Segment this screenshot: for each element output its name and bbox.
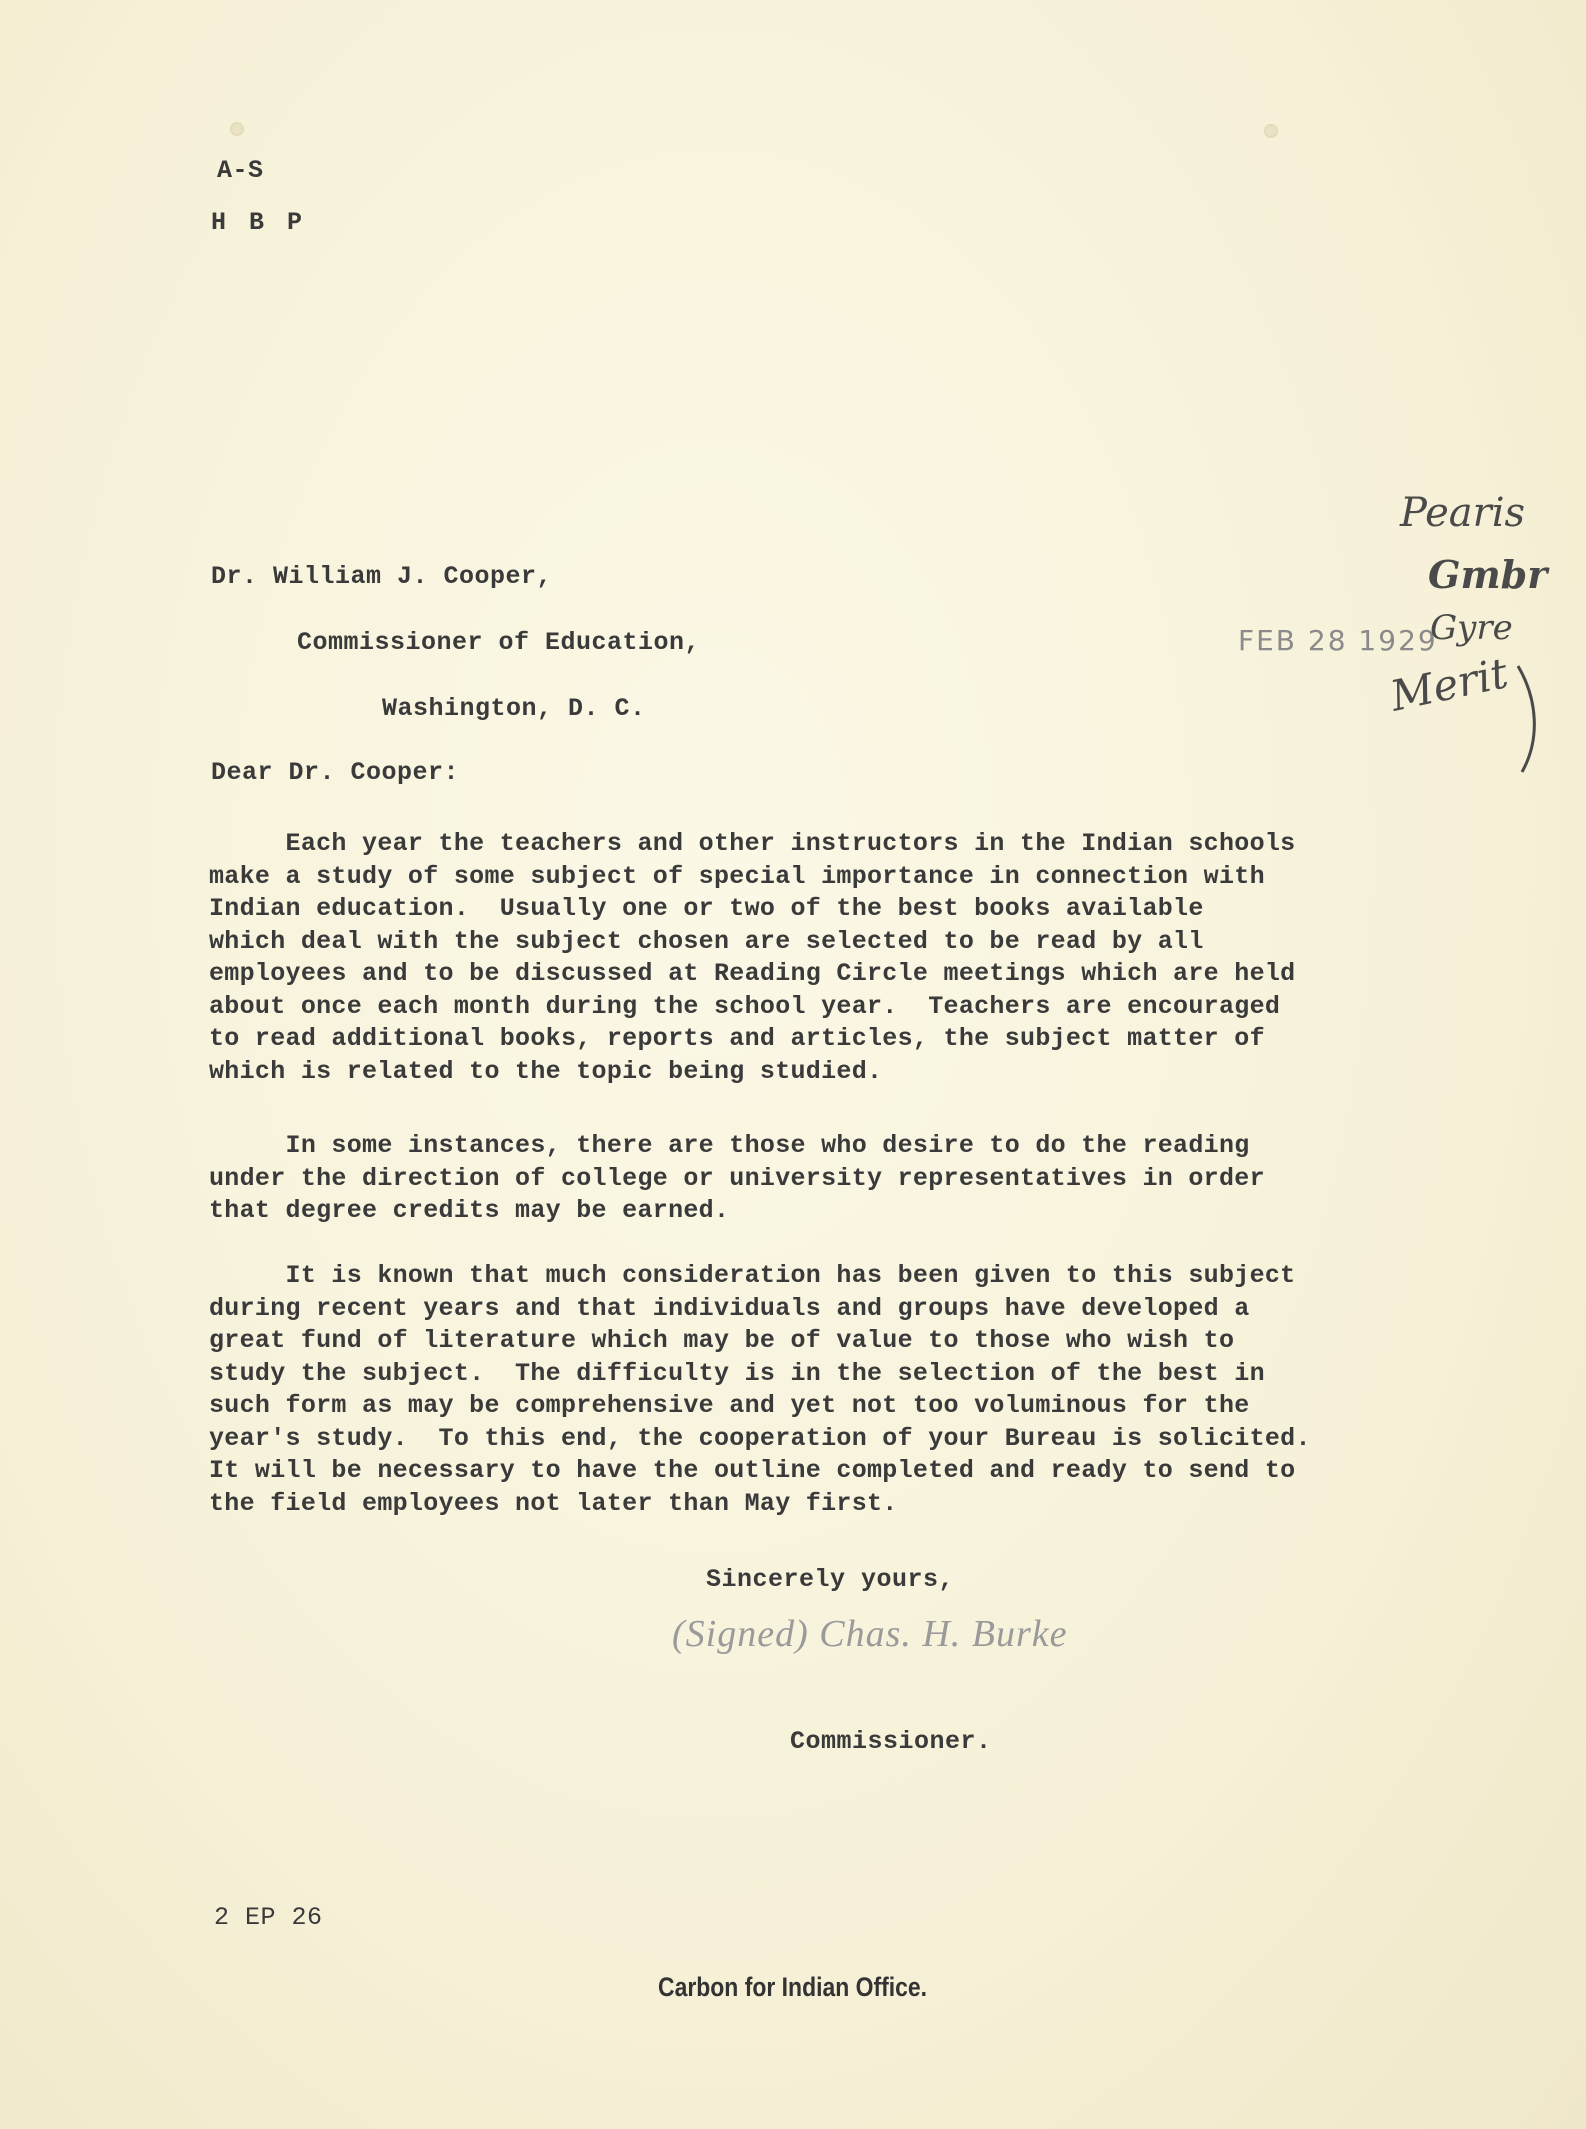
text-line: make a study of some subject of special importance in connection with bbox=[209, 861, 1265, 891]
text-line: about once each month during the school year. Teachers are encouraged bbox=[209, 991, 1281, 1021]
header-code: A-S bbox=[217, 156, 264, 185]
footer-carbon-stamp: Carbon for Indian Office. bbox=[658, 1972, 928, 2002]
text-line: It will be necessary to have the outline completed and ready to send to bbox=[209, 1456, 1296, 1485]
text-line: the field employees not later than May first. bbox=[209, 1488, 898, 1518]
text-line: during recent years and that individuals and groups have developed a bbox=[209, 1293, 1250, 1323]
text-line: that degree credits may be earned. bbox=[209, 1196, 730, 1225]
handwritten-note: Gmbr bbox=[1428, 552, 1548, 597]
signature-stamp: (Signed) Chas. H. Burke bbox=[672, 1613, 1068, 1655]
reference-code: 2 EP 26 bbox=[214, 1903, 323, 1932]
address-title: Commissioner of Education, bbox=[297, 628, 701, 657]
text-line: It is known that much consideration has been given to this subject bbox=[209, 1261, 1296, 1290]
text-line: which is related to the topic being studied. bbox=[209, 1056, 883, 1086]
address-city: Washington, D. C. bbox=[382, 694, 646, 723]
address-name: Dr. William J. Cooper, bbox=[211, 562, 553, 591]
body-paragraph-1 bbox=[209, 828, 1459, 1088]
handwritten-note: Merit bbox=[1386, 648, 1513, 721]
text-line: Each year the teachers and other instructors in the Indian schools bbox=[209, 829, 1296, 858]
text-line: study the subject. The difficulty is in the selection of the best in bbox=[209, 1358, 1265, 1388]
body-paragraph-3 bbox=[209, 1260, 1459, 1520]
salutation: Dear Dr. Cooper: bbox=[211, 758, 460, 787]
punch-hole-left bbox=[230, 122, 244, 136]
text-line: which deal with the subject chosen are selected to be read by all bbox=[209, 926, 1204, 956]
text-line: to read additional books, reports and articles, the subject matter of bbox=[209, 1024, 1265, 1053]
date-stamp: FEB 28 1929 bbox=[1238, 624, 1438, 657]
punch-hole-right bbox=[1264, 124, 1278, 138]
text-line: great fund of literature which may be of value to those who wish to bbox=[209, 1326, 1235, 1355]
text-line: employees and to be discussed at Reading Circle meetings which are held bbox=[209, 959, 1296, 988]
signer-title: Commissioner. bbox=[790, 1727, 992, 1756]
text-line: under the direction of college or university representatives in order bbox=[209, 1163, 1265, 1193]
handwritten-note: Pearis bbox=[1400, 490, 1526, 536]
valediction: Sincerely yours, bbox=[706, 1565, 955, 1594]
header-initials: H B P bbox=[211, 208, 307, 237]
text-line: such form as may be comprehensive and yet not too voluminous for the bbox=[209, 1391, 1250, 1420]
text-line: Indian education. Usually one or two of the best books available bbox=[209, 894, 1204, 923]
body-paragraph-2 bbox=[209, 1130, 1459, 1228]
text-line: year's study. To this end, the cooperation of your Bureau is solicited. bbox=[209, 1423, 1311, 1453]
text-line: In some instances, there are those who desire to do the reading bbox=[209, 1131, 1250, 1160]
handwritten-note: Gyre bbox=[1430, 608, 1513, 648]
handwritten-bracket-mark bbox=[1510, 660, 1550, 780]
